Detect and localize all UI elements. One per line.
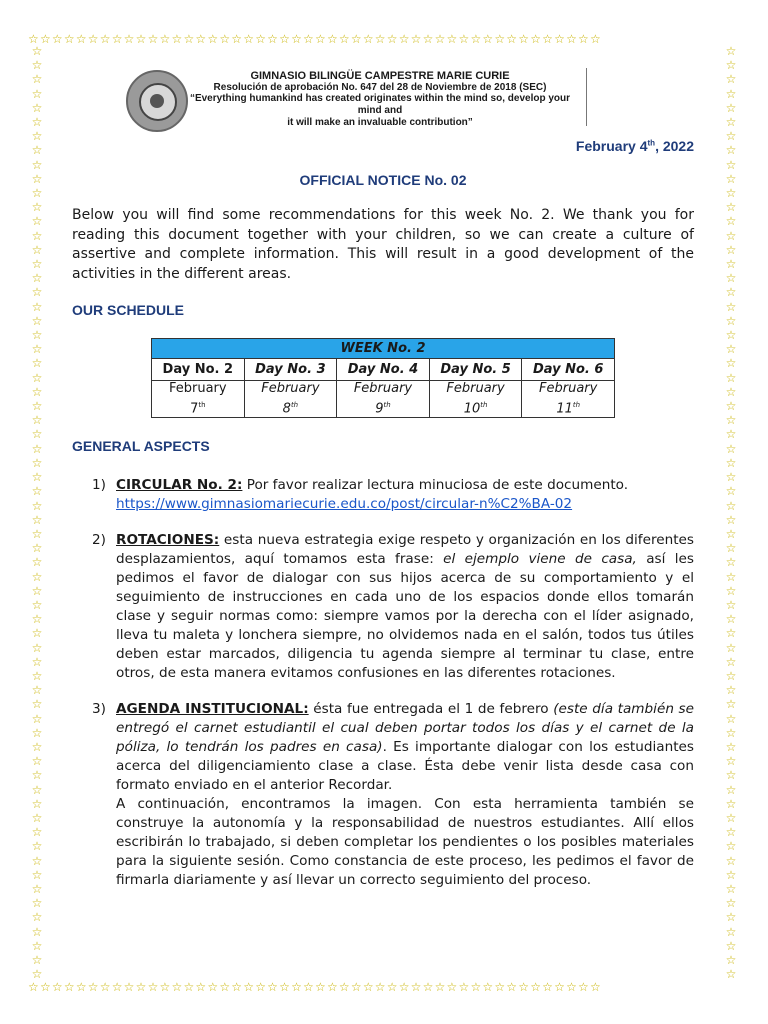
date-day: 11	[556, 401, 573, 417]
list-item	[72, 476, 694, 514]
date-day-suffix: th	[290, 401, 299, 409]
star-border-left: ☆☆☆☆☆☆☆☆☆☆☆☆☆☆☆☆☆☆☆☆☆☆☆☆☆☆☆☆☆☆☆☆☆☆☆☆☆☆☆☆☆☆☆☆☆☆☆☆☆☆☆☆☆☆☆☆☆☆☆☆☆☆☆☆☆☆	[31, 44, 43, 980]
day-header: Day No. 2	[152, 359, 245, 381]
date-month: February	[446, 381, 505, 396]
item-lead: CIRCULAR No. 2:	[116, 477, 243, 494]
motto-line-1: “Everything humankind has created originates within the mind so, develop your mind and	[189, 93, 571, 116]
date-day: 10	[463, 401, 481, 417]
item-text: Por favor realizar lectura minuciosa de este documento.	[242, 477, 629, 494]
resolution: Resolución de aprobación No. 647 del 28 de Noviembre de 2018 (SEC)	[213, 82, 547, 93]
date-day-suffix: th	[572, 401, 581, 409]
date-suffix: th	[647, 138, 656, 148]
item-number: 3)	[92, 701, 106, 718]
item-text: ésta fue entregada el 1 de febrero	[308, 701, 554, 718]
date-cell	[429, 381, 522, 418]
date-cell	[244, 381, 337, 418]
item-text: A continuación, encontramos la imagen. Con esta herramienta también se construye la autonomía y la responsabilidad de nuestros estudiantes. Allí ellos escribirán lo trabajado, si deben completar los pendientes o los posibles materiales para la siguiente sesión. Como constancia de este proceso, les pedimos el favor de firmarla diariamente y así llevar un correcto seguimiento del proceso.	[116, 796, 694, 889]
header-divider	[586, 68, 587, 126]
week-header: WEEK No. 2	[152, 339, 615, 359]
date-day-suffix: th	[480, 401, 488, 409]
motto-line-2: it will make an invaluable contribution”	[287, 117, 473, 128]
document-page	[72, 60, 694, 907]
date-cell	[522, 381, 615, 418]
star-border-right: ☆☆☆☆☆☆☆☆☆☆☆☆☆☆☆☆☆☆☆☆☆☆☆☆☆☆☆☆☆☆☆☆☆☆☆☆☆☆☆☆☆☆☆☆☆☆☆☆☆☆☆☆☆☆☆☆☆☆☆☆☆☆☆☆☆☆	[725, 44, 737, 980]
date-day: 8	[282, 401, 291, 417]
item-text-italic: el ejemplo viene de casa,	[443, 551, 637, 568]
day-header: Day No. 4	[337, 359, 430, 381]
letterhead	[72, 60, 694, 130]
date-cell	[337, 381, 430, 418]
date-day-suffix: th	[198, 401, 206, 409]
list-item	[72, 700, 694, 890]
star-border-top: ☆☆☆☆☆☆☆☆☆☆☆☆☆☆☆☆☆☆☆☆☆☆☆☆☆☆☆☆☆☆☆☆☆☆☆☆☆☆☆☆☆☆☆☆☆☆☆☆	[28, 32, 602, 46]
item-text: . Es importante dialogar con los estudiantes acerca del diligenciamiento clase a clase. Ésta debe venir lista desde casa con formato enviado en el anterior Recordar.	[116, 739, 694, 794]
date-month: February	[168, 381, 227, 396]
intro-paragraph: Below you will find some recommendations for this week No. 2. We thank you for reading this document together with your children, so we can create a culture of assertive and complete information. This will result in a good development of the activities in the different areas.	[72, 207, 694, 282]
circular-link[interactable]: https://www.gimnasiomariecurie.edu.co/post/circular-n%C2%BA-02	[116, 496, 573, 513]
date-day-suffix: th	[383, 401, 391, 409]
aspects-list	[72, 476, 694, 890]
schedule-table	[151, 338, 615, 418]
date-month: February	[539, 381, 598, 396]
date-cell	[152, 381, 245, 418]
date-year: , 2022	[655, 138, 694, 154]
date-month: February	[261, 381, 320, 396]
date-day: 7	[190, 401, 199, 417]
date-text: February 4	[575, 138, 648, 154]
school-name: GIMNASIO BILINGÜE CAMPESTRE MARIE CURIE	[250, 70, 510, 82]
item-text: esta nueva estrategia exige respeto y organización en los diferentes desplazamientos, aquí tomamos esta frase:	[116, 532, 694, 568]
list-item	[72, 531, 694, 683]
schedule-heading: OUR SCHEDULE	[72, 302, 185, 318]
item-lead: ROTACIONES:	[116, 532, 220, 549]
letterhead-text	[180, 70, 580, 129]
star-border-bottom: ☆☆☆☆☆☆☆☆☆☆☆☆☆☆☆☆☆☆☆☆☆☆☆☆☆☆☆☆☆☆☆☆☆☆☆☆☆☆☆☆☆☆☆☆☆☆☆☆	[28, 980, 602, 994]
day-header: Day No. 5	[429, 359, 522, 381]
school-seal-logo	[126, 70, 188, 132]
date-day: 9	[375, 401, 384, 417]
day-header: Day No. 3	[244, 359, 337, 381]
item-text: así les pedimos el favor de dialogar con sus hijos acerca de su comportamiento y el seguimiento de instrucciones en cada uno de los espacios donde ellos tomarán clase y seguir normas como: siempre vamos por la derecha con el líder asignado, lleva tu maleta y lonchera siempre, no olvidemos nada en el salón, todos tus útiles deben estar marcados, diligencia tu agenda siempre al terminar tu clase, entre otros, de esta manera evitamos confusiones en las diferentes rotaciones.	[116, 551, 694, 682]
item-lead: AGENDA INSTITUCIONAL:	[116, 701, 309, 718]
notice-title: OFFICIAL NOTICE No. 02	[299, 172, 467, 188]
item-text-italic: (este día también se entregó el carnet estudiantil el cual deben portar todos los días y el carnet de la póliza, lo tendrán los padres en casa)	[116, 701, 695, 756]
date-month: February	[353, 381, 413, 396]
notice-date	[72, 138, 694, 154]
day-header: Day No. 6	[522, 359, 615, 381]
general-aspects-heading: GENERAL ASPECTS	[72, 438, 210, 455]
item-number: 2)	[92, 532, 106, 549]
item-number: 1)	[92, 477, 106, 494]
